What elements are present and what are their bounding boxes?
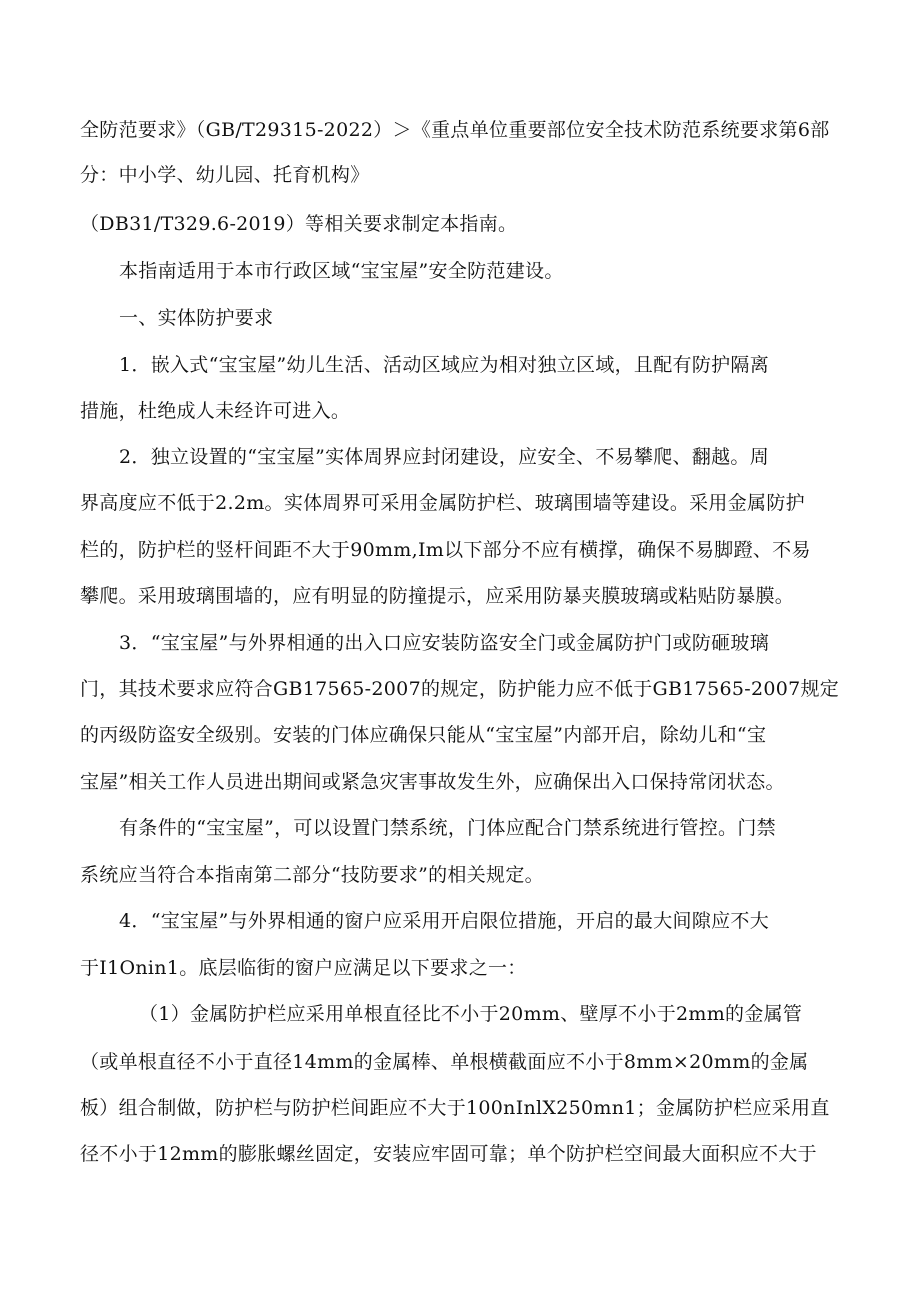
text-line: 措施，杜绝成人未经许可进入。 (80, 400, 351, 422)
text-line: 系统应当符合本指南第二部分“技防要求”的相关规定。 (80, 864, 544, 886)
text-line: 门，其技术要求应符合GB17565-2007的规定，防护能力应不低于GB17565-2007规定 (80, 678, 840, 700)
text-line: 板）组合制做，防护栏与防护栏间距应不大于100nInlX250mn1；金属防护栏应采用直 (80, 1097, 830, 1119)
text-line: （DB31/T329.6-2019）等相关要求制定本指南。 (80, 213, 518, 235)
text-line: 的丙级防盗安全级别。安装的门体应确保只能从“宝宝屋”内部开启，除幼儿和“宝 (80, 724, 767, 746)
text-line: 界高度应不低于2.2m。实体周界可采用金属防护栏、玻璃围墙等建设。采用金属防护 (80, 492, 805, 514)
text-line: 2．独立设置的“宝宝屋”实体周界应封闭建设，应安全、不易攀爬、翻越。周 (119, 446, 770, 468)
text-line: 攀爬。采用玻璃围墙的，应有明显的防撞提示，应采用防暴夹膜玻璃或粘贴防暴膜。 (80, 585, 795, 607)
text-line: 分：中小学、幼儿园、托育机构》 (80, 164, 370, 186)
text-line: （1）金属防护栏应采用单根直径比不小于20mm、壁厚不小于2mm的金属管 (139, 1003, 803, 1025)
text-line: 1．嵌入式“宝宝屋”幼儿生活、活动区域应为相对独立区域，且配有防护隔离 (119, 354, 770, 376)
text-line: 有条件的“宝宝屋”，可以设置门禁系统，门体应配合门禁系统进行管控。门禁 (119, 817, 776, 839)
text-line: 全防范要求》（GB/T29315-2022）＞《重点单位重要部位安全技术防范系统要求第6部 (80, 119, 830, 141)
text-line: 4．“宝宝屋”与外界相通的窗户应采用开启限位措施，开启的最大间隙应不大 (119, 910, 770, 932)
text-line: 栏的，防护栏的竖杆间距不大于90mm,Im以下部分不应有横撑，确保不易脚蹬、不易 (80, 539, 811, 561)
text-line: 3．“宝宝屋”与外界相通的出入口应安装防盗安全门或金属防护门或防砸玻璃 (119, 632, 770, 654)
text-line: 本指南适用于本市行政区域“宝宝屋”安全防范建设。 (119, 260, 564, 282)
text-line: 径不小于12mm的膨胀螺丝固定，安装应牢固可靠；单个防护栏空间最大面积应不大于 (80, 1143, 817, 1165)
text-line: 于I1Onin1。底层临街的窗户应满足以下要求之一： (80, 957, 527, 979)
section-heading: 一、实体防护要求 (119, 307, 274, 329)
text-line: （或单根直径不小于直径14mm的金属棒、单根横截面应不小于8mm×20mm的金属 (80, 1051, 809, 1073)
text-line: 宝屋”相关工作人员进出期间或紧急灾害事故发生外，应确保出入口保持常闭状态。 (80, 771, 785, 793)
